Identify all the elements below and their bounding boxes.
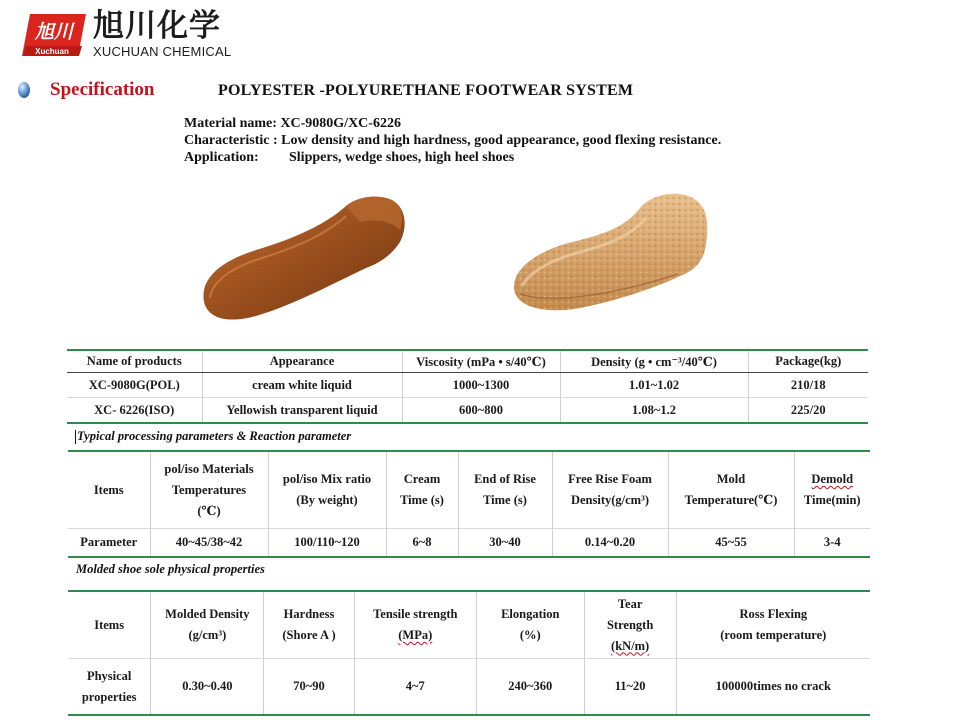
table-cell: 225/20 — [748, 398, 868, 424]
items-header: Items — [93, 482, 124, 497]
table-cell: 70~90 — [264, 659, 354, 716]
physical-section-title: Molded shoe sole physical properties — [76, 562, 265, 576]
brown-shoe-sole-icon — [196, 192, 411, 327]
table-cell: 1.08~1.2 — [560, 398, 748, 424]
company-logo-badge — [20, 12, 88, 58]
table-header: Hardness (Shore A ) — [264, 591, 354, 659]
table-cell: cream white liquid — [202, 373, 402, 398]
table-header: Molded Density (g/cm³) — [151, 591, 264, 659]
table-header: Free Rise Foam Density(g/cm³) — [552, 451, 668, 529]
application-value: Slippers, wedge shoes, high heel shoes — [289, 150, 515, 165]
table-cell: Yellowish transparent liquid — [202, 398, 402, 424]
table-row — [67, 373, 868, 398]
characteristic-line: Characteristic : Low density and high hardness, good appearance, good flexing resistance. — [184, 133, 722, 148]
table-header: Name of products — [67, 350, 202, 373]
table-cell: XC- 6226(ISO) — [67, 398, 202, 424]
products-table — [67, 349, 868, 424]
application-label: Application: — [184, 150, 259, 165]
table-cell: 210/18 — [748, 373, 868, 398]
company-name-english: XUCHUAN CHEMICAL — [93, 44, 232, 59]
table-header: End of Rise Time (s) — [458, 451, 552, 529]
table-header: Appearance — [202, 350, 402, 373]
company-name-chinese: 旭川化学 — [93, 8, 221, 44]
table-cell: 45~55 — [668, 529, 794, 558]
table-cell: 1000~1300 — [402, 373, 560, 398]
blue-sphere-bullet-icon — [17, 81, 31, 99]
processing-header-row — [68, 451, 870, 529]
table-cell: 1.01~1.02 — [560, 373, 748, 398]
logo-badge-text: 旭川 — [34, 21, 74, 43]
table-cell: 4~7 — [354, 659, 476, 716]
table-row — [68, 529, 870, 558]
table-header: Density (g • cm⁻³/40℃) — [560, 350, 748, 373]
row-label: Parameter — [68, 529, 150, 558]
table-header: Tear Strength (kN/m) — [584, 591, 676, 659]
table-header: Elongation (%) — [476, 591, 584, 659]
table-cell: 30~40 — [458, 529, 552, 558]
processing-section-title: Typical processing parameters & Reaction parameter — [77, 429, 352, 443]
table-cell: 100000times no crack — [676, 659, 870, 716]
processing-parameters-table — [68, 450, 870, 558]
table-header: Package(kg) — [748, 350, 868, 373]
table-header: pol/iso Materials Temperatures (℃) — [150, 451, 268, 529]
row-label: Physical properties — [68, 659, 151, 716]
products-table-header-row — [67, 350, 868, 373]
table-header: Ross Flexing (room temperature) — [676, 591, 870, 659]
table-header: pol/iso Mix ratio (By weight) — [268, 451, 386, 529]
table-cell: 240~360 — [476, 659, 584, 716]
table-cell: 100/110~120 — [268, 529, 386, 558]
logo-badge-subtext: Xuchuan — [35, 47, 69, 56]
items-header: Items — [94, 617, 125, 632]
table-header: Mold Temperature(℃) — [668, 451, 794, 529]
physical-header-row — [68, 591, 870, 659]
table-cell: 600~800 — [402, 398, 560, 424]
table-cell: 40~45/38~42 — [150, 529, 268, 558]
table-row — [68, 659, 870, 716]
table-header: Tensile strength (MPa) — [354, 591, 476, 659]
table-header: Viscosity (mPa • s/40℃) — [402, 350, 560, 373]
physical-properties-table — [68, 590, 870, 716]
beige-wedge-sole-icon — [510, 190, 715, 315]
table-cell: 0.14~0.20 — [552, 529, 668, 558]
table-cell: 11~20 — [584, 659, 676, 716]
material-name-line: Material name: XC-9080G/XC-6226 — [184, 116, 401, 131]
table-cell: 3-4 — [794, 529, 870, 558]
application-line — [184, 150, 515, 166]
table-cell: 0.30~0.40 — [151, 659, 264, 716]
table-header: Demold Time(min) — [794, 451, 870, 529]
table-header: Cream Time (s) — [386, 451, 458, 529]
table-cell: 6~8 — [386, 529, 458, 558]
page-title: POLYESTER -POLYURETHANE FOOTWEAR SYSTEM — [218, 82, 634, 99]
table-cell: XC-9080G(POL) — [67, 373, 202, 398]
text-cursor — [75, 430, 76, 444]
table-row — [67, 398, 868, 424]
specification-label: Specification — [50, 79, 155, 100]
